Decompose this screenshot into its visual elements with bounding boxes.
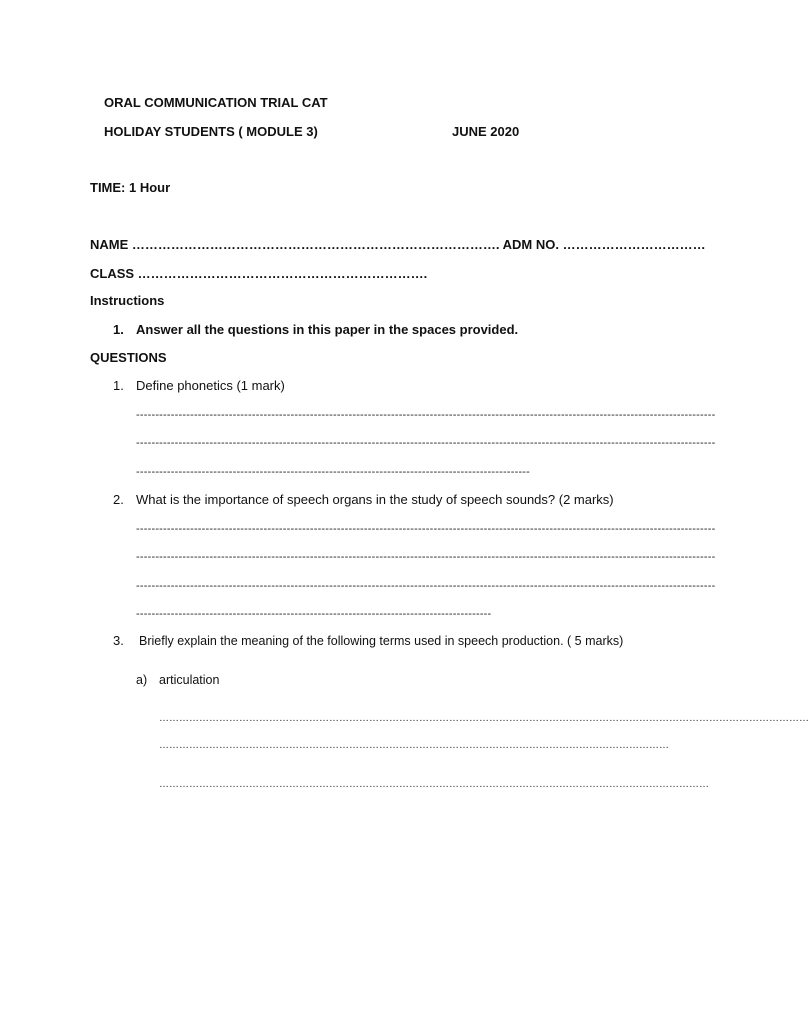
answer-line: ------------------------------------------------------------------------------------------------------	[136, 466, 531, 478]
answer-line: ------------------------------------------------------------------------------------------------------------------------------------------------------	[136, 580, 716, 592]
answer-line: ……………………………………………………………………………………………………………………………………………………………………………	[159, 713, 809, 724]
question-text: What is the importance of speech organs in the study of speech sounds? (2 marks)	[136, 492, 614, 507]
instructions-heading: Instructions	[90, 293, 165, 308]
subpart-text: articulation	[159, 673, 220, 687]
instruction-text: Answer all the questions in this paper in the spaces provided.	[136, 322, 519, 337]
exam-subtitle: HOLIDAY STUDENTS ( MODULE 3)	[104, 124, 318, 139]
question-number: 2.	[113, 492, 124, 507]
exam-title: ORAL COMMUNICATION TRIAL CAT	[104, 95, 328, 110]
answer-line: …………………………………………………………………………………………………………………………………………………	[159, 779, 709, 790]
name-adm-field: NAME …………………………………………………………………………. ADM NO. ……………………………	[90, 237, 706, 252]
question-text: Define phonetics (1 mark)	[136, 378, 285, 393]
answer-line: --------------------------------------------------------------------------------------------	[136, 608, 492, 620]
answer-line: ------------------------------------------------------------------------------------------------------------------------------------------------------	[136, 523, 716, 535]
question-text: Briefly explain the meaning of the following terms used in speech production. ( 5 marks)	[139, 634, 624, 648]
questions-heading: QUESTIONS	[90, 350, 167, 365]
exam-time: TIME: 1 Hour	[90, 180, 171, 195]
question-number: 3.	[113, 633, 124, 648]
question-number: 1.	[113, 378, 124, 393]
class-field: CLASS ………………………………………………………….	[90, 266, 428, 281]
instruction-number: 1.	[113, 322, 124, 337]
answer-line: ------------------------------------------------------------------------------------------------------------------------------------------------------	[136, 551, 716, 563]
answer-line: ………………………………………………………………………………………………………………………………………	[159, 740, 669, 751]
answer-line: ------------------------------------------------------------------------------------------------------------------------------------------------------	[136, 409, 716, 421]
answer-line: ------------------------------------------------------------------------------------------------------------------------------------------------------	[136, 437, 716, 449]
exam-date: JUNE 2020	[452, 124, 520, 139]
subpart-label: a)	[136, 673, 148, 687]
